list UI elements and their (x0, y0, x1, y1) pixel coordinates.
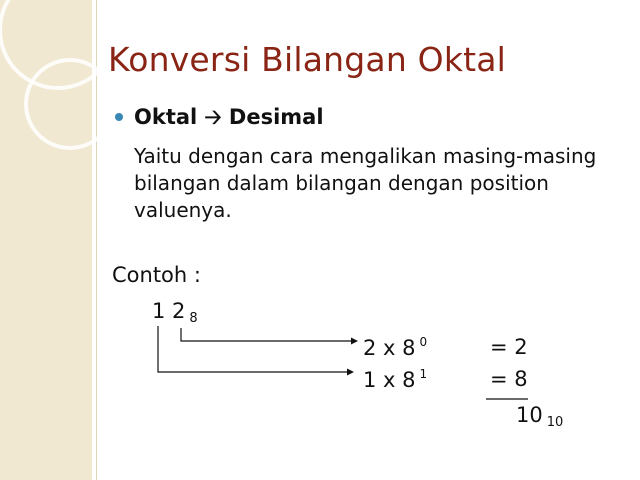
slide-title: Konversi Bilangan Oktal (108, 40, 507, 79)
octal-digits: 1 2 (152, 299, 186, 323)
total-value: 10 (516, 403, 543, 427)
right-arrow-icon: 🡢 (204, 105, 222, 129)
row-power: 1 (419, 367, 428, 381)
bullet-description: Yaitu dengan cara mengalikan masing-masing bilangan dalam bilangan dengan position valuenya. (134, 144, 597, 222)
example-label: Contoh : (112, 263, 201, 287)
octal-base: 8 (189, 311, 198, 326)
total-base: 10 (546, 415, 564, 430)
row-power: 0 (419, 335, 428, 349)
heading-to: Desimal (228, 105, 324, 129)
row-result: = 8 (490, 367, 528, 391)
row-expression: 2 x 8 (363, 336, 416, 360)
heading-from: Oktal (134, 105, 198, 129)
conversion-row (363, 335, 427, 360)
row-expression: 1 x 8 (363, 368, 416, 392)
conversion-row (363, 367, 427, 392)
decimal-total (516, 403, 563, 430)
row-result: = 2 (490, 335, 528, 359)
